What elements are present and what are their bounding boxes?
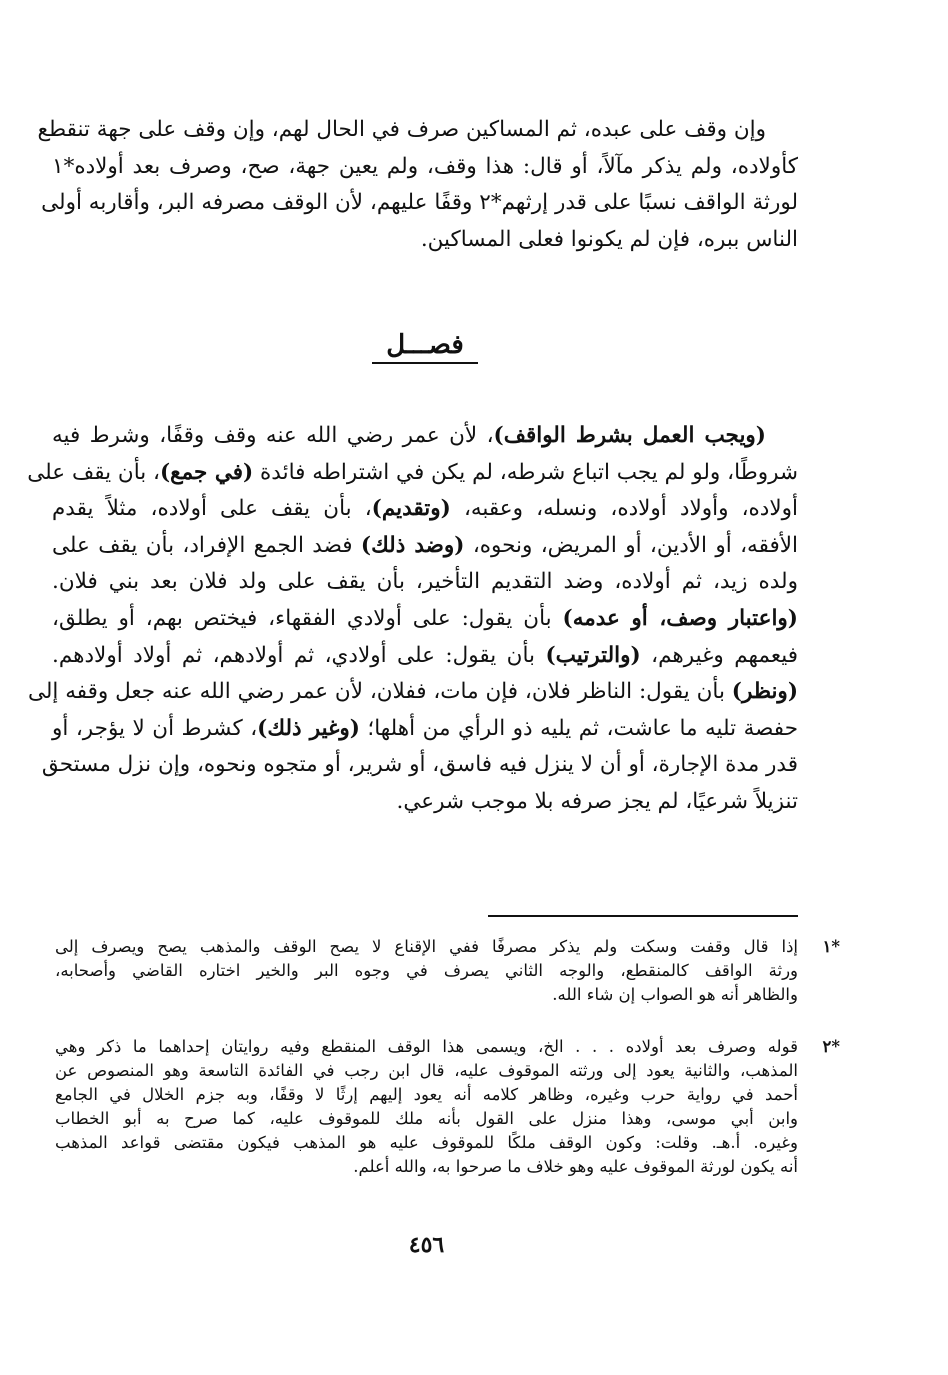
footnote-mark: *١ [822, 937, 840, 956]
text-run: حفصة تليه ما عاشت، ثم يليه ذو الرأي من أهلها؛ [367, 715, 798, 741]
footnote-mark: *٢ [822, 1037, 840, 1056]
footnote-separator [488, 915, 798, 917]
text-run: ، كشرط أن لا يؤجر، أو [52, 715, 258, 741]
text-run: ، بأن يقف على أولاده، مثلاً يقدم [52, 496, 372, 522]
footnote-line: وغيره. أ.هـ. وقلت: وكون الوقف ملكًا للموقوف عليه هو المذهب فيكون مقتضى قواعد المذهب [55, 1133, 798, 1152]
text-run: أولاده، وأولاد أولاده، ونسله، وعقبه، [463, 496, 798, 522]
text-run: ، بأن يقف على [27, 459, 160, 485]
bold-term: (واعتبار وصف، أو عدمه) [562, 605, 798, 631]
bold-term: (والترتيب) [545, 642, 641, 668]
section-paragraph [27, 418, 798, 821]
text-run: ولده زيد، ثم أولاده، وضد التقديم التأخير، بأن يقف على ولد فلان بعد بني فلان. [52, 569, 798, 595]
footnote-line: إذا قال وقفت وسكت ولم يذكر مصرفًا ففي الإقناع لا يصح الوقف والمذهب يصح ويصرف إلى [55, 937, 798, 956]
text-line: كأولاده، ولم يذكر مآلاً، أو قال: هذا وقف، ولم يعين جهة، صح، وصرف بعد أولاده*١ [52, 153, 798, 179]
bold-term: (ونظر) [731, 679, 798, 705]
text-line [52, 491, 798, 528]
text-run: فضد الجمع الإفراد، بأن يقف على [52, 532, 353, 558]
text-line [52, 564, 798, 601]
bold-term: (ويجب العمل بشرط الواقف) [493, 423, 766, 448]
text-line [52, 528, 798, 565]
text-run: بأن يقول: على أولادي الفقهاء، فيختص بهم، أو يطلق، [52, 605, 552, 631]
bold-term: (وغير ذلك) [257, 715, 360, 741]
text-line [52, 638, 798, 675]
text-line [41, 747, 798, 784]
bold-term: (وضد ذلك) [360, 532, 465, 558]
text-run: شروطًا، ولو لم يجب اتباع شرطه، لم يكن في اشتراطه فائدة [260, 459, 798, 485]
bold-term: (وتقديم) [371, 496, 451, 522]
text-line [27, 674, 798, 711]
footnote-2 [55, 1035, 840, 1179]
text-run: ، لأن عمر رضي الله عنه وقف وقفًا، وشرط فيه [52, 423, 494, 448]
text-line: وإن وقف على عبده، ثم المساكين صرف في الحال لهم، وإن وقف على جهة تنقطع [37, 117, 766, 142]
text-line: الناس ببره، فإن لم يكونوا فعلى المساكين. [420, 226, 798, 252]
footnote-line: قوله وصرف بعد أولاده . . . الخ، ويسمى هذا الوقف المنقطع وفيه روايتان إحداهما ما ذكر وهي [55, 1037, 798, 1056]
text-line [52, 418, 798, 455]
section-heading-text: فصـــل [372, 330, 478, 364]
text-run: بأن يقول: على أولادي، ثم أولادهم، ثم أولاد أولادهم. [52, 642, 536, 668]
text-line: لورثة الواقف نسبًا على قدر إرثهم*٢ وقفًا عليهم، لأن الوقف مصرفه البر، وأقاربه أولى [41, 190, 798, 216]
footnote-line: أحمد في رواية حرب وغيره، وظاهر كلامه أنه يعود إليهم إرثًا لا وقفًا، وبه جزم الخلال في الجامع [55, 1085, 798, 1104]
footnote-line: والظاهر أنه هو الصواب إن شاء الله. [552, 985, 798, 1004]
text-run: تنزيلاً شرعيًا، لم يجز صرفه بلا موجب شرعي. [396, 788, 798, 814]
text-line [52, 601, 798, 638]
section-heading [52, 330, 798, 360]
text-line [27, 455, 798, 492]
footnote-line: المذهب، والثانية يعود إلى ورثته الموقوف عليه، قال ابن رجب في الفائدة التاسعة وهو المنصوص عن [55, 1061, 798, 1080]
text-line [52, 711, 798, 748]
bold-term: (في جمع) [160, 459, 254, 485]
text-run: فيعمهم وغيرهم، [651, 642, 798, 668]
footnote-line: وابن أبي موسى، وهذا منزل على القول بأنه ملك للموقوف عليه، كما صرح به أبو الخطاب [55, 1109, 798, 1128]
text-line [52, 784, 798, 821]
text-run: بأن يقول: الناظر فلان، فإن مات، ففلان، لأن عمر رضي الله عنه جعل وقفه إلى [27, 679, 725, 705]
footnote-1 [55, 935, 840, 1007]
text-run: الأفقه، أو الأدين، أو المريض، ونحوه، [472, 532, 798, 558]
footnote-line: ورثة الواقف كالمنقطع، والوجه الثاني يصرف في وجوه البر والخير اختاره القاضي وأصحابه، [55, 961, 798, 980]
intro-paragraph [37, 112, 798, 258]
page-number: ٤٥٦ [408, 1232, 445, 1258]
text-run: قدر مدة الإجارة، أو أن لا ينزل فيه فاسق، أو شرير، أو متجوه ونحوه، وإن نزل مستحق [41, 752, 798, 778]
footnote-line: أنه يكون لورثة الموقوف عليه وهو خلاف ما صرحوا به، والله أعلم. [353, 1157, 798, 1176]
